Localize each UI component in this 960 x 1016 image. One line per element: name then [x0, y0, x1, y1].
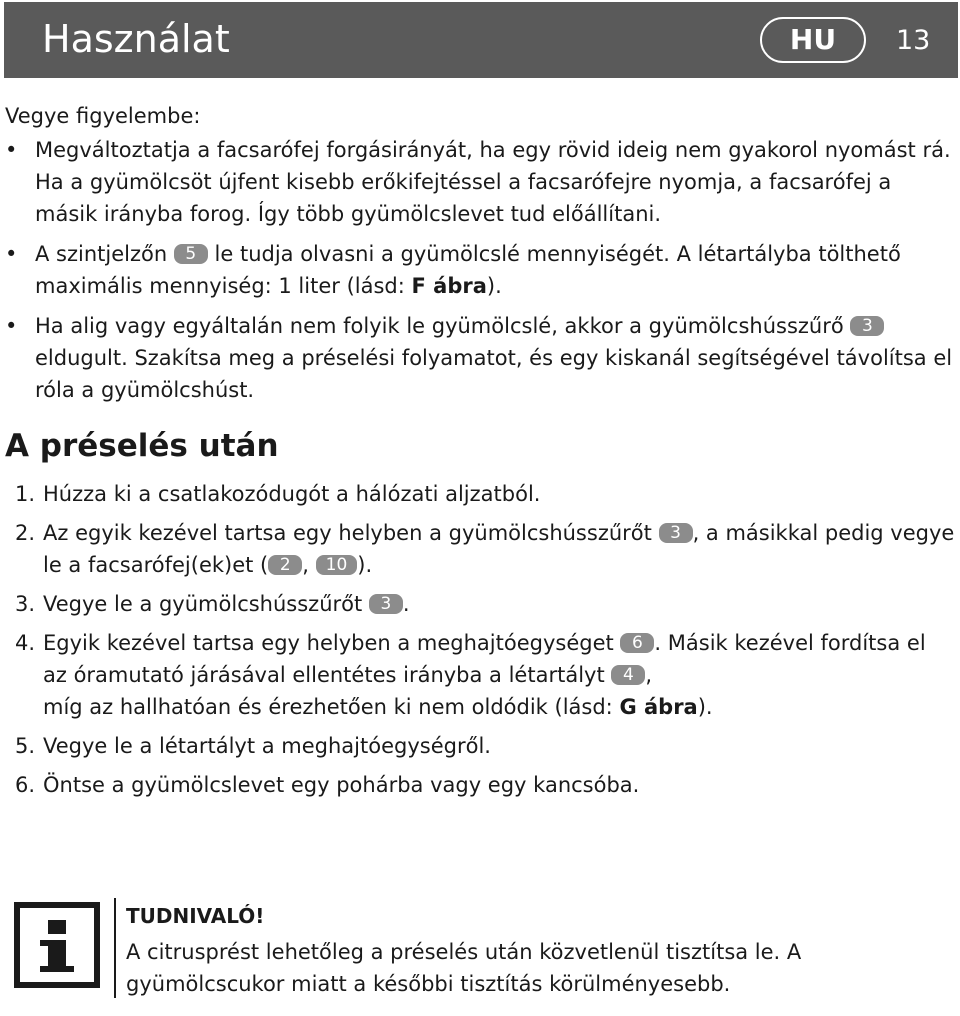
note-text: A citrusprést lehetőleg a préselés után közvetlenül tisztítsa le. A gyümölcscukor miatt a későbbi tisztítás körülményesebb. — [126, 940, 802, 996]
step-text: . Másik kezével fordítsa el — [654, 631, 926, 655]
page-title: Használat — [42, 17, 230, 61]
list-item — [5, 310, 955, 406]
bullet-text: le tudja olvasni a gyümölcslé mennyiségét. A létartályba tölthető maximális mennyiség: 1 liter (lásd: — [35, 242, 901, 298]
step-item — [5, 627, 955, 723]
page-number: 13 — [896, 25, 931, 56]
list-item — [5, 238, 955, 302]
step-item — [5, 517, 955, 581]
section-heading: A préselés után — [5, 428, 279, 464]
figure-reference: G ábra — [619, 695, 698, 719]
bullet-text: Megváltoztatja a facsarófej forgásirányát, ha egy rövid ideig nem gyakorol nyomást rá. Ha a gyümölcsöt újfent kisebb erőkifejtéssel a facsarófejre nyomja, a facsarófej a másik irányba forog. Így több gyümölcslevet tud előállítani. — [35, 138, 951, 226]
figure-reference: F ábra — [411, 274, 487, 298]
step-item — [5, 730, 955, 762]
bullet-marker: • — [5, 138, 18, 162]
step-number: 1. — [15, 482, 36, 506]
bullet-text: Ha alig vagy egyáltalán nem folyik le gyümölcslé, akkor a gyümölcshússzűrő — [35, 314, 844, 338]
intro-list — [5, 134, 955, 406]
note-divider — [114, 898, 116, 998]
step-item — [5, 588, 955, 620]
step-text: ). — [357, 553, 373, 577]
step-number: 6. — [15, 773, 36, 797]
page-content — [5, 98, 955, 808]
info-icon — [14, 902, 100, 988]
part-number-badge: 3 — [850, 316, 884, 336]
intro-heading: Vegye figyelembe: — [5, 104, 201, 128]
bullet-text: eldugult. Szakítsa meg a préselési folyamatot, és egy kiskanál segítségével távolítsa el róla a gyümölcshúst. — [35, 346, 953, 402]
step-text: Az egyik kezével tartsa egy helyben a gyümölcshússzűrőt — [43, 521, 652, 545]
list-item — [5, 134, 955, 230]
step-text: , — [645, 663, 653, 687]
step-text: Vegye le a gyümölcshússzűrőt — [43, 592, 363, 616]
part-number-badge: 3 — [659, 523, 693, 543]
part-number-badge: 4 — [611, 665, 645, 685]
bullet-marker: • — [5, 242, 18, 266]
part-number-badge: 5 — [174, 244, 208, 264]
language-badge: HU — [760, 17, 866, 63]
part-number-badge: 10 — [316, 555, 358, 575]
step-number: 5. — [15, 734, 36, 758]
part-number-badge: 2 — [268, 555, 302, 575]
step-text: az óramutató járásával ellentétes irányba a létartályt — [43, 663, 605, 687]
step-number: 3. — [15, 592, 36, 616]
info-note — [14, 898, 944, 1008]
part-number-badge: 3 — [369, 594, 403, 614]
part-number-badge: 6 — [620, 633, 654, 653]
step-text: , a másikkal pedig vegye le a facsarófej(ek)et ( — [43, 521, 955, 577]
step-text: Vegye le a létartályt a meghajtóegységről. — [43, 734, 491, 758]
steps-list — [5, 478, 955, 801]
note-title: TUDNIVALÓ! — [126, 904, 265, 928]
step-text: Egyik kezével tartsa egy helyben a meghajtóegységet — [43, 631, 614, 655]
bullet-text: ). — [486, 274, 502, 298]
step-item — [5, 769, 955, 801]
step-text: ). — [697, 695, 713, 719]
step-number: 2. — [15, 521, 36, 545]
bullet-text: A szintjelzőn — [35, 242, 168, 266]
step-text: . — [402, 592, 410, 616]
bullet-marker: • — [5, 314, 18, 338]
page-header — [4, 2, 958, 78]
step-text: Öntse a gyümölcslevet egy pohárba vagy egy kancsóba. — [43, 773, 640, 797]
step-text: míg az hallhatóan és érezhetően ki nem oldódik (lásd: — [43, 695, 613, 719]
step-text: Húzza ki a csatlakozódugót a hálózati aljzatból. — [43, 482, 541, 506]
step-number: 4. — [15, 631, 36, 655]
step-text: , — [302, 553, 309, 577]
step-item — [5, 478, 955, 510]
